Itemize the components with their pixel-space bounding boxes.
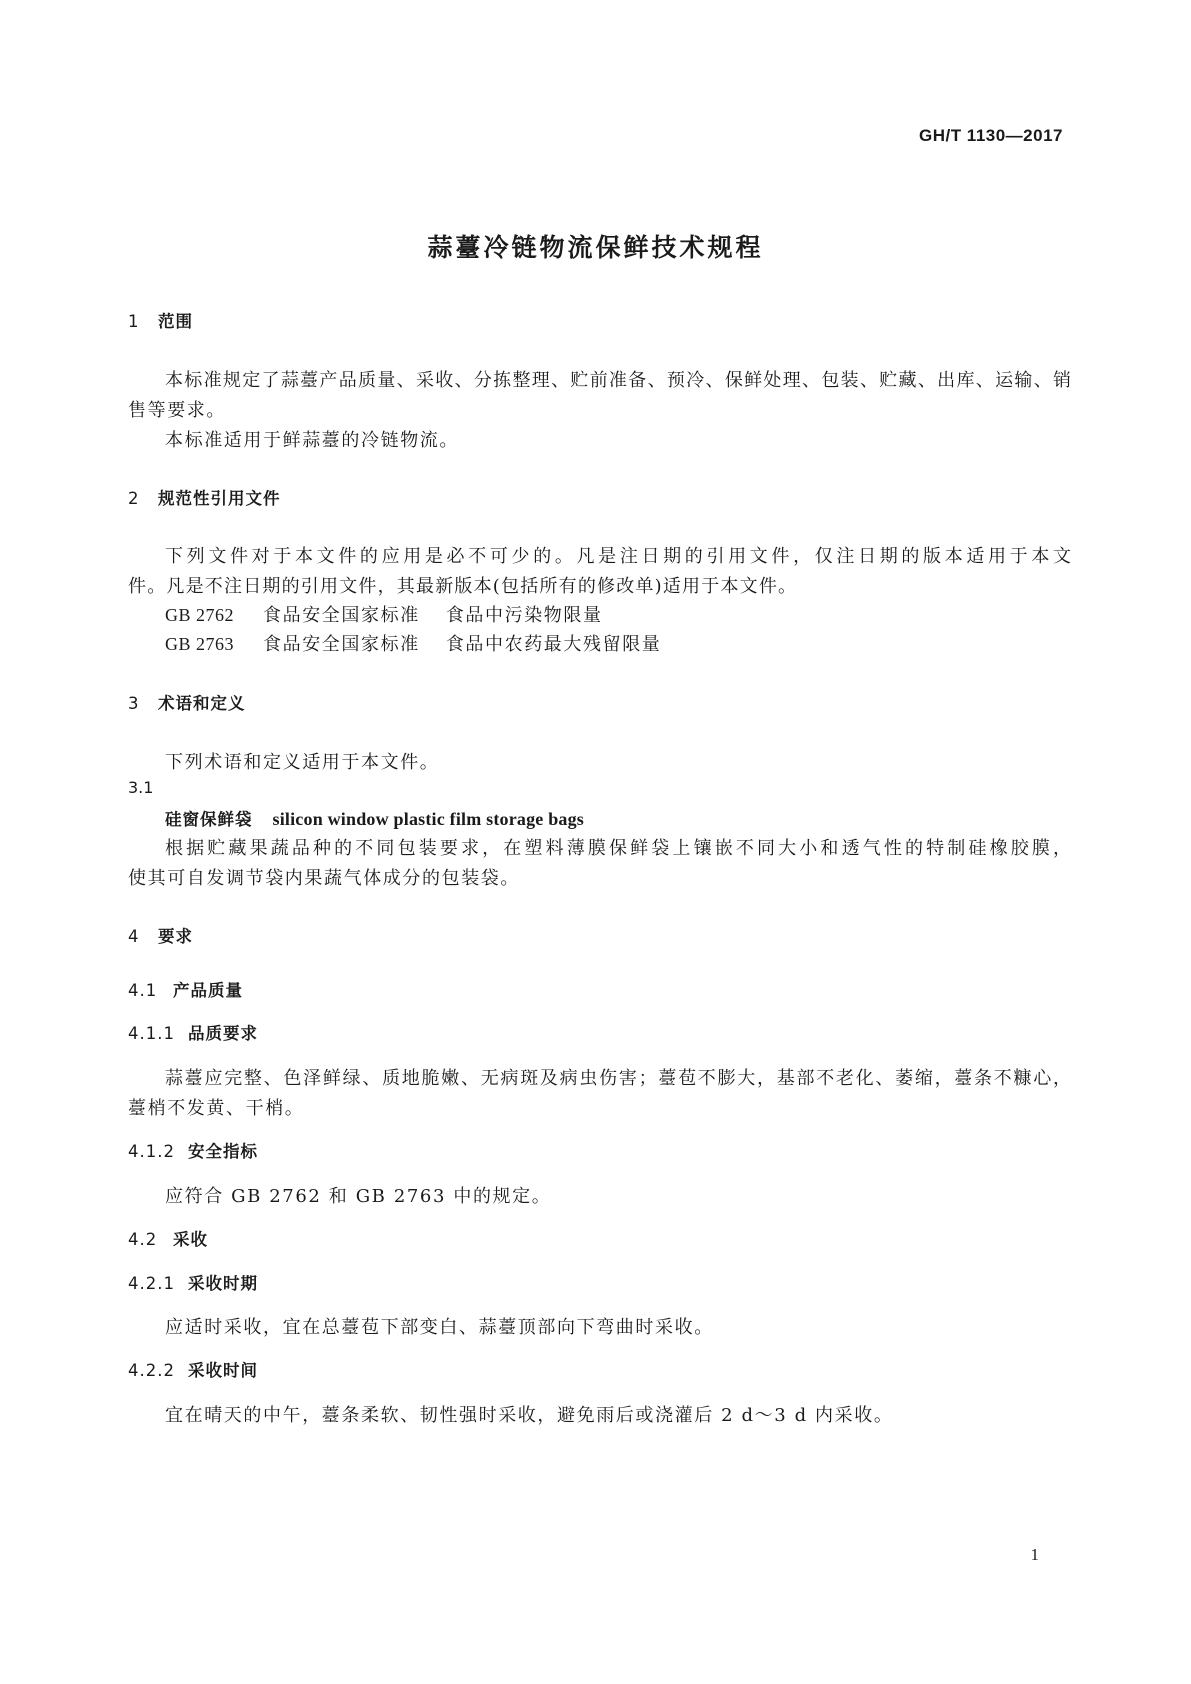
section-number: 4.1 [128,981,158,1000]
section-title: 规范性引用文件 [158,489,281,508]
reference-title-part: 食品安全国家标准 [263,605,420,626]
section-number: 1 [128,312,140,331]
paragraph: 蒜薹应完整、色泽鲜绿、质地脆嫩、无病斑及病虫伤害；薹苞不膨大，基部不老化、萎缩，薹条不糠心， [165,1068,1071,1089]
section-title: 要求 [158,927,193,946]
normative-reference [165,630,661,656]
section-number: 4.2.1 [128,1274,175,1293]
standard-number: GH/T 1130—2017 [918,126,1063,145]
term-number: 3.1 [128,778,154,797]
reference-title-part: 食品中污染物限量 [445,605,603,626]
subsection-4-2-heading [128,1226,208,1250]
subsection-4-2-1-heading [128,1270,258,1294]
reference-code: GB 2762 [165,605,235,625]
term-definition: 根据贮藏果蔬品种的不同包装要求，在塑料薄膜保鲜袋上镶嵌不同大小和透气性的特制硅橡胶膜， [165,838,1071,859]
reference-code: GB 2763 [165,634,235,654]
paragraph: 下列文件对于本文件的应用是必不可少的。凡是注日期的引用文件，仅注日期的版本适用于本文 [165,546,1071,567]
section-number: 4.1.1 [128,1024,175,1043]
normative-reference [165,601,603,627]
subsection-4-1-1-heading [128,1020,258,1044]
paragraph: 本标准适用于鲜蒜薹的冷链物流。 [165,430,459,451]
section-title: 产品质量 [173,981,243,1000]
subsection-4-1-heading [128,977,243,1001]
paragraph: 应适时采收，宜在总薹苞下部变白、蒜薹顶部向下弯曲时采收。 [165,1317,714,1338]
paragraph: 下列术语和定义适用于本文件。 [165,752,440,773]
section-number: 4.2 [128,1230,158,1249]
section-number: 4.2.2 [128,1361,175,1380]
term-chinese: 硅窗保鲜袋 [165,810,253,829]
section-4-heading [128,923,193,947]
section-number: 2 [128,489,140,508]
subsection-4-1-2-heading [128,1138,258,1162]
paragraph: 件。凡是不注日期的引用文件，其最新版本(包括所有的修改单)适用于本文件。 [128,576,798,597]
section-title: 采收时期 [188,1274,258,1293]
paragraph: 应符合 GB 2762 和 GB 2763 中的规定。 [165,1186,552,1207]
term-entry [165,806,584,830]
reference-title-part: 食品中农药最大残留限量 [445,634,662,655]
term-definition: 使其可自发调节袋内果蔬气体成分的包装袋。 [128,868,520,889]
page-number: 1 [1030,1545,1039,1564]
section-1-heading [128,308,193,332]
subsection-4-2-2-heading [128,1357,258,1381]
paragraph: 本标准规定了蒜薹产品质量、采收、分拣整理、贮前准备、预冷、保鲜处理、包装、贮藏、出库、运输、销 [165,370,1071,391]
paragraph: 售等要求。 [128,400,226,421]
paragraph: 薹梢不发黄、干梢。 [128,1098,305,1119]
term-english: silicon window plastic film storage bags [272,809,585,829]
section-number: 4 [128,927,140,946]
document-title: 蒜薹冷链物流保鲜技术规程 [427,233,764,262]
section-number: 3 [128,694,140,713]
section-number: 4.1.2 [128,1142,175,1161]
paragraph: 宜在晴天的中午，薹条柔软、韧性强时采收，避免雨后或浇灌后 2 d～3 d 内采收。 [165,1405,894,1426]
section-title: 采收 [173,1230,208,1249]
section-title: 品质要求 [188,1024,258,1043]
section-title: 范围 [158,312,193,331]
section-title: 采收时间 [188,1361,258,1380]
section-3-heading [128,690,246,714]
section-2-heading [128,485,281,509]
reference-title-part: 食品安全国家标准 [263,634,420,655]
section-title: 安全指标 [188,1142,258,1161]
section-title: 术语和定义 [158,694,246,713]
